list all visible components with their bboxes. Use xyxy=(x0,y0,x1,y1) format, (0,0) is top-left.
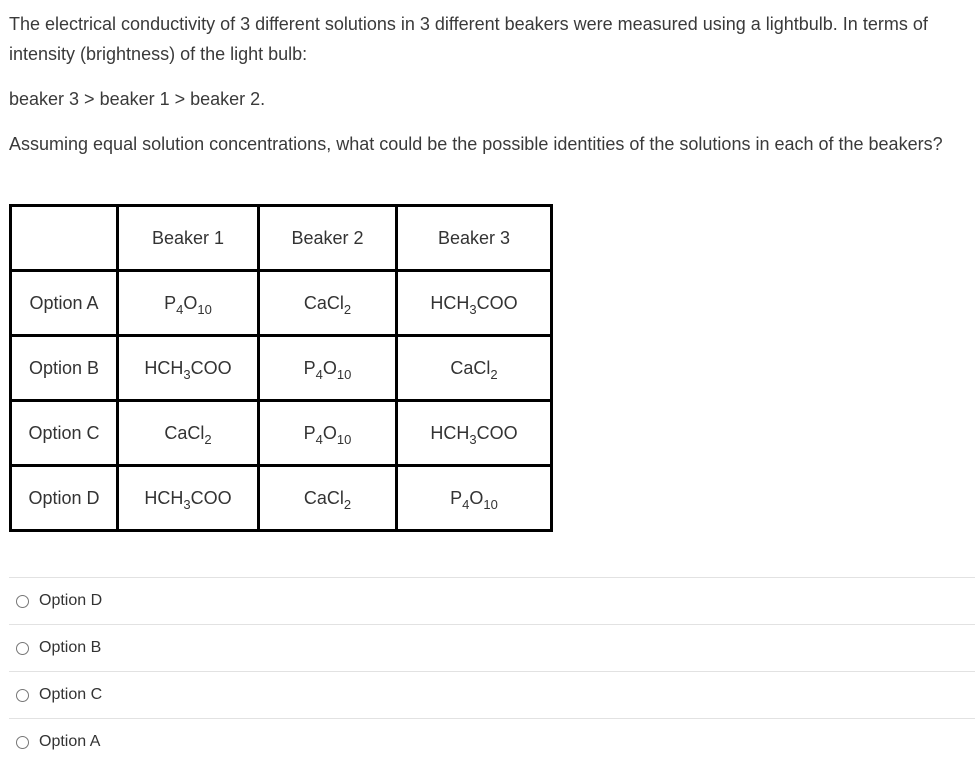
formula-cell: $P_4O_{10}$ xyxy=(118,271,259,336)
table-header-beaker-1: Beaker 1 xyxy=(118,206,259,271)
row-label: Option A xyxy=(11,271,118,336)
question-prompt: Assuming equal solution concentrations, what could be the possible identities of the solutions in each of the beakers? xyxy=(9,134,943,154)
formula-cell: $HCH_3COO$ xyxy=(118,466,259,531)
radio-button-icon[interactable] xyxy=(16,595,29,608)
table-row xyxy=(11,401,552,466)
question-text xyxy=(9,9,969,159)
formula-cell: $P_4O_{10}$ xyxy=(259,401,397,466)
formula-cell: CaCl$_2$ xyxy=(397,336,552,401)
formula-cell: CaCl$_2$ xyxy=(259,466,397,531)
answer-option-c[interactable] xyxy=(9,672,975,719)
answer-label: Option D xyxy=(39,592,103,609)
answer-label: Option A xyxy=(39,733,101,750)
radio-button-icon[interactable] xyxy=(16,642,29,655)
row-label: Option B xyxy=(11,336,118,401)
formula-cell: $P_4O_{10}$ xyxy=(259,336,397,401)
table-header-row xyxy=(11,206,552,271)
table-header-empty xyxy=(11,206,118,271)
radio-button-icon[interactable] xyxy=(16,689,29,702)
formula-cell: CaCl$_2$ xyxy=(118,401,259,466)
formula-cell: $P_4O_{10}$ xyxy=(397,466,552,531)
question-intro: The electrical conductivity of 3 different solutions in 3 different beakers were measured using a lightbulb. In terms of intensity (brightness) of the light bulb: xyxy=(9,14,928,64)
answer-label: Option C xyxy=(39,686,103,703)
options-table xyxy=(9,204,553,532)
table-header-beaker-2: Beaker 2 xyxy=(259,206,397,271)
formula-cell: CaCl$_2$ xyxy=(259,271,397,336)
formula-cell: $HCH_3COO$ xyxy=(397,401,552,466)
table-row xyxy=(11,336,552,401)
table-row xyxy=(11,271,552,336)
answer-option-a[interactable] xyxy=(9,719,975,765)
answer-choices xyxy=(9,577,975,765)
question-ordering: beaker 3 > beaker 1 > beaker 2. xyxy=(9,89,266,109)
table-row xyxy=(11,466,552,531)
formula-cell: $HCH_3COO$ xyxy=(118,336,259,401)
answer-option-d[interactable] xyxy=(9,578,975,625)
formula-cell: $HCH_3COO$ xyxy=(397,271,552,336)
radio-button-icon[interactable] xyxy=(16,736,29,749)
row-label: Option D xyxy=(11,466,118,531)
table-header-beaker-3: Beaker 3 xyxy=(397,206,552,271)
answer-option-b[interactable] xyxy=(9,625,975,672)
answer-label: Option B xyxy=(39,639,102,656)
row-label: Option C xyxy=(11,401,118,466)
